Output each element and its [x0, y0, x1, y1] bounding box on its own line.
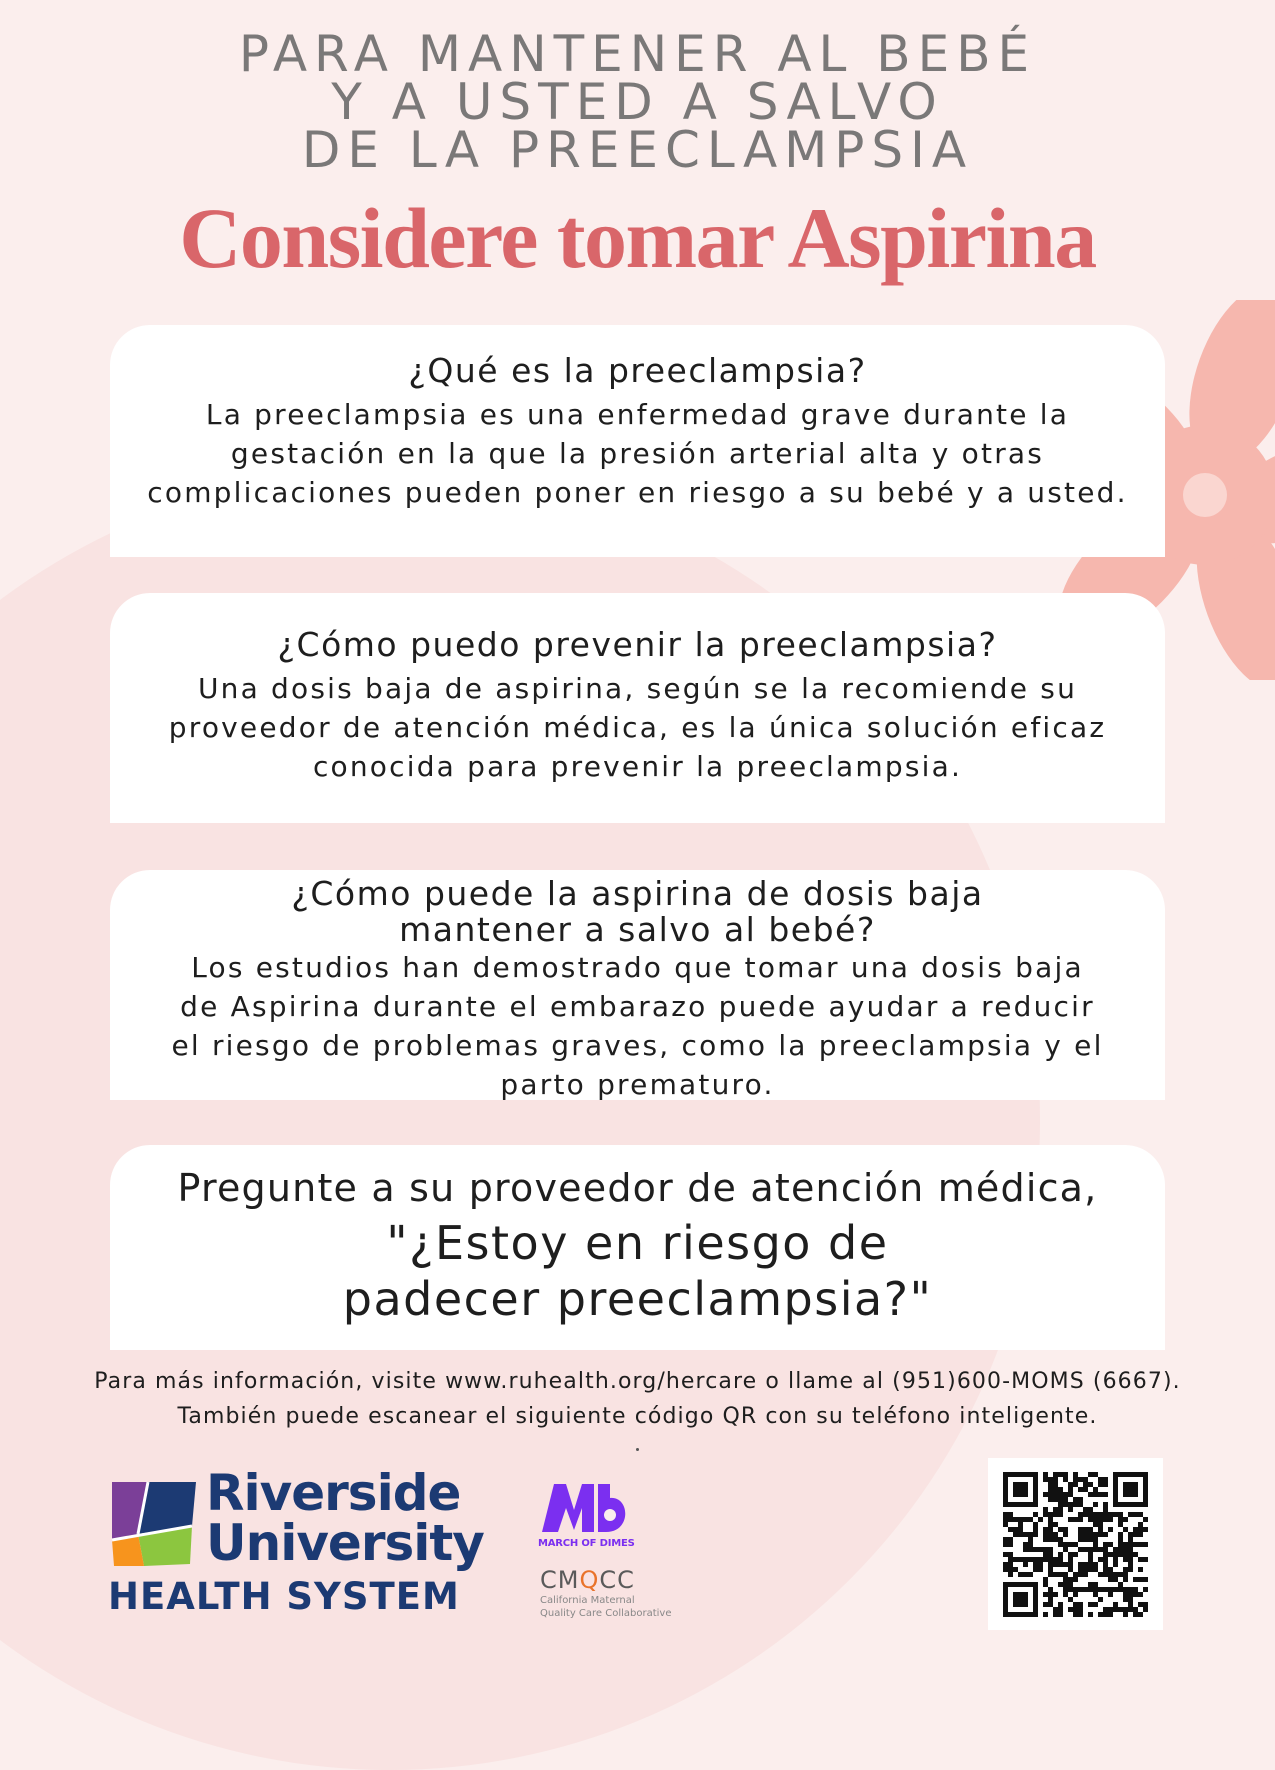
- heading-line: mantener a salvo al bebé?: [399, 910, 876, 949]
- health-system-line: HEALTH SYSTEM: [108, 1575, 460, 1618]
- body-line: complicaciones pueden poner en riesgo a su bebé y a usted.: [147, 476, 1128, 509]
- info-line: También puede escanear el siguiente código QR con su teléfono inteligente.: [177, 1404, 1098, 1429]
- kicker-line: DE LA PREECLAMPSIA: [301, 121, 974, 179]
- body-line: proveedor de atención médica, es la única solución eficaz: [168, 711, 1107, 744]
- body-line: Una dosis baja de aspirina, según se la recomiende su: [197, 672, 1078, 705]
- riverside-line: Riverside: [206, 1464, 461, 1522]
- body-line: conocida para prevenir la preeclampsia.: [312, 750, 963, 783]
- footer-info: [0, 1364, 1275, 1434]
- riverside-logo-icon: [108, 1478, 200, 1570]
- ask-intro: Pregunte a su proveedor de atención médica,: [177, 1166, 1098, 1210]
- qr-code-icon[interactable]: [988, 1458, 1163, 1630]
- footer-dot: [636, 1448, 639, 1451]
- cmqcc-text: CC: [599, 1566, 635, 1594]
- cmqcc-text: CM: [540, 1566, 580, 1594]
- card-body: [110, 389, 1165, 512]
- body-line: el riesgo de problemas graves, como la preeclampsia y el: [171, 1029, 1104, 1062]
- question-line: "¿Estoy en riesgo de: [386, 1216, 889, 1270]
- kicker-line: PARA MANTENER AL BEBÉ: [238, 25, 1037, 83]
- heading-line: ¿Cómo puede la aspirina de dosis baja: [291, 874, 984, 913]
- kicker-line: Y A USTED A SALVO: [331, 73, 944, 131]
- cmqcc-sub-line: California Maternal: [540, 1595, 635, 1606]
- card-body: [110, 663, 1165, 786]
- card-heading: [110, 870, 1165, 948]
- body-line: de Aspirina durante el embarazo puede ayudar a reducir: [180, 990, 1095, 1023]
- body-line: La preeclampsia es una enfermedad grave durante la: [205, 398, 1070, 431]
- page-title: Considere tomar Aspirina: [179, 190, 1096, 286]
- cmqcc-q: Q: [579, 1566, 600, 1594]
- ask-question: [110, 1211, 1165, 1327]
- card-how-aspirin: [110, 870, 1165, 1100]
- question-line: padecer preeclampsia?": [342, 1272, 933, 1326]
- cmqcc-logo: [540, 1566, 635, 1594]
- info-line: Para más información, visite www.ruhealth.org/hercare o llame al (951)600-MOMS (6667).: [94, 1369, 1181, 1394]
- card-heading: ¿Cómo puedo prevenir la preeclampsia?: [277, 625, 998, 664]
- university-line: University: [206, 1514, 484, 1572]
- card-what-is: [110, 325, 1165, 557]
- body-line: gestación en la que la presión arterial alta y otras: [230, 437, 1045, 470]
- cmqcc-sub-line: Quality Care Collaborative: [540, 1608, 672, 1619]
- card-ask-provider: [110, 1145, 1165, 1350]
- card-body: [110, 948, 1165, 1104]
- card-heading: ¿Qué es la preeclampsia?: [408, 351, 867, 390]
- riverside-wordmark: [206, 1464, 484, 1572]
- card-prevent: [110, 593, 1165, 823]
- march-of-dimes-label: MARCH OF DIMES: [538, 1538, 635, 1549]
- body-line: Los estudios han demostrado que tomar una dosis baja: [191, 951, 1084, 984]
- body-line: parto prematuro.: [500, 1068, 775, 1101]
- kicker-heading: [0, 25, 1275, 179]
- march-of-dimes-logo-icon: [540, 1480, 632, 1534]
- cmqcc-subtitle: [540, 1594, 672, 1620]
